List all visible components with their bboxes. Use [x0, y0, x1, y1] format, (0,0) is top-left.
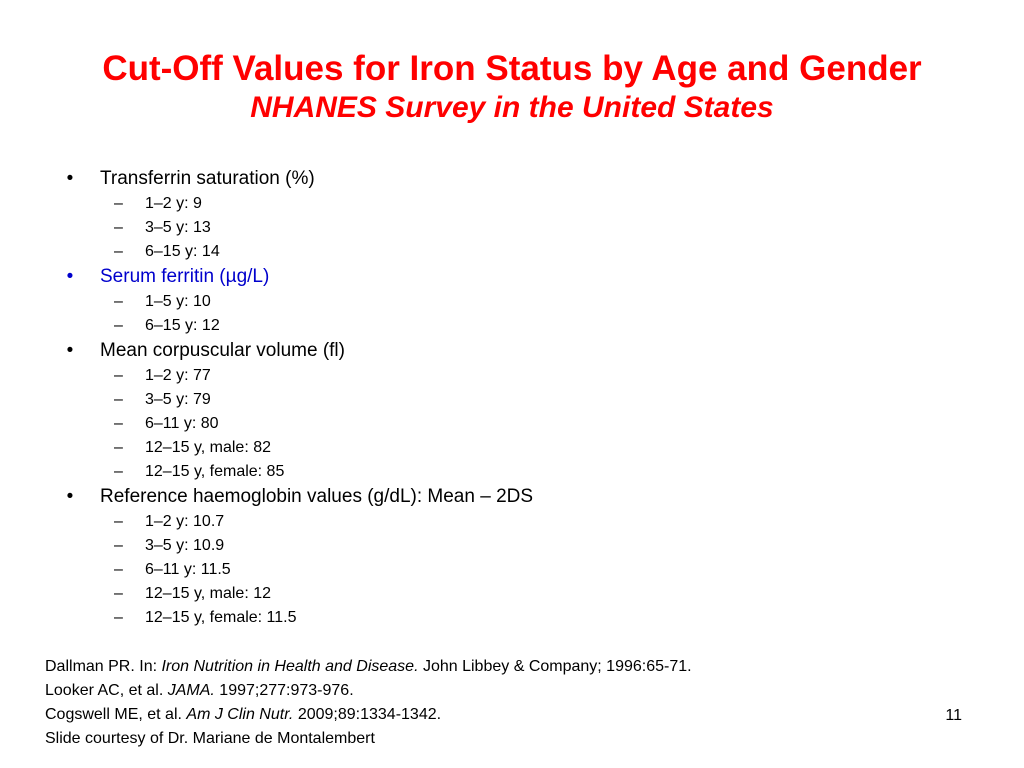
sub-item-label: 6–15 y: 12	[145, 317, 220, 334]
sub-item-label: 3–5 y: 13	[145, 219, 211, 236]
sub-item-label: 6–15 y: 14	[145, 243, 220, 260]
reference-journal: Iron Nutrition in Health and Disease.	[161, 658, 419, 675]
dash-icon: –	[114, 415, 123, 432]
sub-list	[60, 510, 960, 630]
reference-citation: 1997;277:973-976.	[214, 682, 354, 699]
slide-title: Cut-Off Values for Iron Status by Age and Gender	[102, 49, 922, 88]
bullet-icon: •	[66, 340, 74, 361]
dash-icon: –	[114, 391, 123, 408]
dash-icon: –	[114, 317, 123, 334]
dash-icon: –	[114, 195, 123, 212]
sub-item	[60, 314, 960, 338]
sub-item	[60, 460, 960, 484]
reference-line	[45, 655, 692, 679]
reference-citation: 2009;89:1334-1342.	[293, 706, 442, 723]
reference-journal: Am J Clin Nutr.	[186, 706, 294, 723]
page-number: 11	[945, 707, 962, 724]
reference-line	[45, 703, 692, 727]
bullet-heading	[60, 484, 960, 510]
sub-list	[60, 192, 960, 264]
sub-item	[60, 606, 960, 630]
bullet-heading	[60, 338, 960, 364]
bullet-icon: •	[66, 266, 74, 287]
reference-text: Slide courtesy of Dr. Mariane de Montalembert	[45, 730, 375, 747]
bullet-label: Reference haemoglobin values (g/dL): Mean – 2DS	[100, 486, 534, 507]
sub-item-label: 6–11 y: 11.5	[145, 561, 231, 578]
reference-journal: JAMA.	[167, 682, 215, 699]
bullet-label: Mean corpuscular volume (fl)	[100, 340, 345, 361]
reference-line	[45, 727, 692, 751]
sub-item	[60, 412, 960, 436]
sub-item-label: 12–15 y, female: 85	[145, 463, 285, 480]
bullet-icon: •	[66, 486, 74, 507]
sub-item	[60, 192, 960, 216]
bullet-icon: •	[66, 168, 74, 189]
sub-item-label: 6–11 y: 80	[145, 415, 219, 432]
sub-item	[60, 364, 960, 388]
dash-icon: –	[114, 537, 123, 554]
sub-item	[60, 510, 960, 534]
dash-icon: –	[114, 561, 123, 578]
dash-icon: –	[114, 439, 123, 456]
dash-icon: –	[114, 243, 123, 260]
reference-line	[45, 679, 692, 703]
dash-icon: –	[114, 513, 123, 530]
sub-item	[60, 290, 960, 314]
sub-item-label: 12–15 y, male: 82	[145, 439, 272, 456]
reference-text: Cogswell ME, et al.	[45, 706, 187, 723]
bullet-heading	[60, 166, 960, 192]
sub-list	[60, 364, 960, 484]
sub-item-label: 3–5 y: 10.9	[145, 537, 225, 554]
sub-item	[60, 582, 960, 606]
sub-item-label: 12–15 y, female: 11.5	[145, 609, 297, 626]
reference-text: Dallman PR. In:	[45, 658, 162, 675]
sub-item-label: 1–2 y: 9	[145, 195, 202, 212]
dash-icon: –	[114, 293, 123, 310]
sub-item	[60, 216, 960, 240]
sub-item	[60, 436, 960, 460]
sub-item	[60, 558, 960, 582]
sub-item-label: 1–2 y: 10.7	[145, 513, 225, 530]
bullet-item	[60, 484, 960, 630]
dash-icon: –	[114, 463, 123, 480]
sub-item-label: 1–5 y: 10	[145, 293, 211, 310]
bullet-heading	[60, 264, 960, 290]
sub-list	[60, 290, 960, 338]
dash-icon: –	[114, 585, 123, 602]
slide-subtitle: NHANES Survey in the United States	[250, 91, 774, 124]
bullet-label: Transferrin saturation (%)	[100, 168, 315, 189]
sub-item	[60, 388, 960, 412]
bullet-item	[60, 338, 960, 484]
bullet-item	[60, 166, 960, 264]
dash-icon: –	[114, 609, 123, 626]
sub-item	[60, 534, 960, 558]
bullet-list	[60, 166, 960, 630]
sub-item-label: 1–2 y: 77	[145, 367, 211, 384]
references	[45, 655, 692, 751]
reference-text: Looker AC, et al.	[45, 682, 168, 699]
dash-icon: –	[114, 367, 123, 384]
sub-item-label: 12–15 y, male: 12	[145, 585, 272, 602]
title-block	[0, 48, 1024, 126]
reference-citation: John Libbey & Company; 1996:65-71.	[418, 658, 692, 675]
sub-item	[60, 240, 960, 264]
sub-item-label: 3–5 y: 79	[145, 391, 211, 408]
dash-icon: –	[114, 219, 123, 236]
bullet-item	[60, 264, 960, 338]
bullet-label: Serum ferritin (µg/L)	[100, 266, 270, 287]
